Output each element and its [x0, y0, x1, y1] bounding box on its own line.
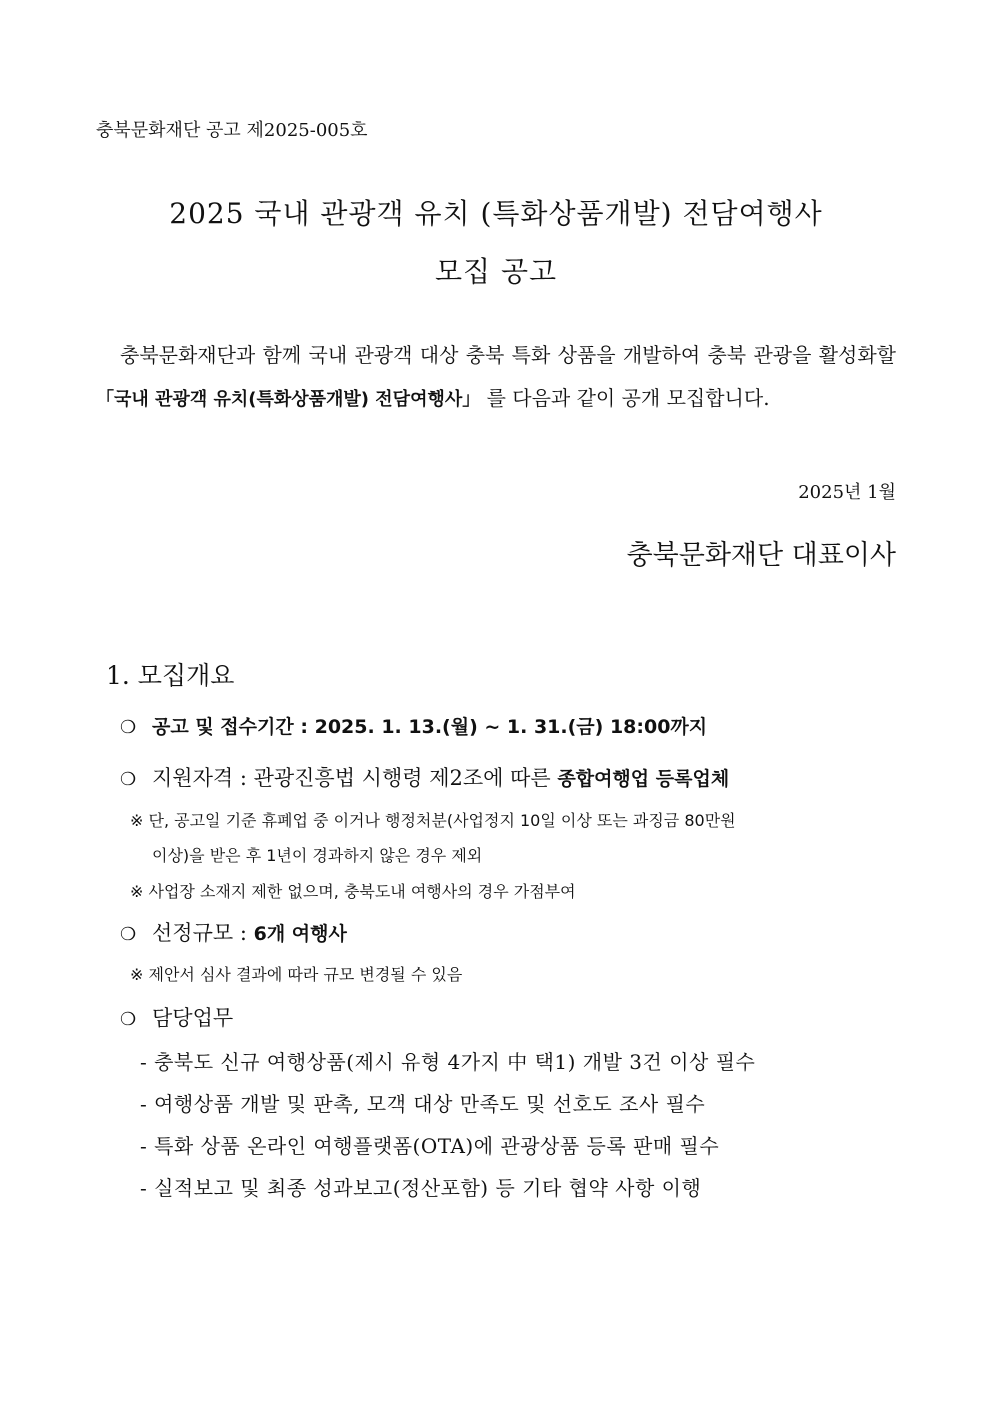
duties-label: 담당업무	[152, 1006, 234, 1030]
bullet-scale	[120, 917, 347, 947]
bullet-duties	[120, 1002, 233, 1032]
bullet-circle-icon: ❍	[120, 717, 137, 738]
note-exclusion-line1: ※ 단, 공고일 기준 휴폐업 중 이거나 행정처분(사업정지 10일 이상 또는 과징금 80만원	[130, 811, 736, 830]
document-title-line1: 2025 국내 관광객 유치 (특화상품개발) 전담여행사	[169, 197, 823, 230]
notice-number: 충북문화재단 공고 제2025-005호	[96, 120, 368, 141]
duty-item: - 여행상품 개발 및 판촉, 모객 대상 만족도 및 선호도 조사 필수	[140, 1092, 706, 1116]
bullet-period	[120, 712, 707, 739]
bullet-qualification	[120, 762, 729, 792]
intro-highlight: 「국내 관광객 유치(특화상품개발) 전담여행사」	[96, 389, 481, 410]
duty-item: - 특화 상품 온라인 여행플랫폼(OTA)에 관광상품 등록 판매 필수	[140, 1134, 720, 1158]
qualification-label: 지원자격 : 관광진흥법 시행령 제2조에 따른	[152, 766, 551, 790]
period-value: 2025. 1. 13.(월) ~ 1. 31.(금) 18:00까지	[314, 716, 708, 738]
period-label: 공고 및 접수기간 :	[152, 716, 308, 738]
notice-date: 2025년 1월	[798, 482, 896, 503]
duty-item: - 충북도 신규 여행상품(제시 유형 4가지 中 택1) 개발 3건 이상 필수	[140, 1050, 756, 1074]
scale-label: 선정규모 :	[152, 921, 247, 945]
note-scale: ※ 제안서 심사 결과에 따라 규모 변경될 수 있음	[130, 965, 463, 984]
intro-text-a: 충북문화재단과 함께 국내 관광객 대상 충북 특화 상품을 개발하여 충북 관광을 활성화할	[120, 343, 896, 367]
intro-paragraph	[96, 334, 896, 421]
qualification-value: 종합여행업 등록업체	[557, 768, 730, 790]
bullet-circle-icon: ❍	[120, 924, 137, 945]
bullet-circle-icon: ❍	[120, 1009, 137, 1030]
note-location: ※ 사업장 소재지 제한 없으며, 충북도내 여행사의 경우 가점부여	[130, 882, 576, 901]
duty-item: - 실적보고 및 최종 성과보고(정산포함) 등 기타 협약 사항 이행	[140, 1176, 702, 1200]
organization-signature: 충북문화재단 대표이사	[626, 540, 896, 571]
note-exclusion-line2: 이상)을 받은 후 1년이 경과하지 않은 경우 제외	[152, 846, 483, 865]
section-heading: 1. 모집개요	[106, 661, 235, 690]
intro-text-b: 를 다음과 같이 공개 모집합니다.	[486, 386, 770, 410]
scale-value: 6개 여행사	[253, 923, 347, 945]
bullet-circle-icon: ❍	[120, 769, 137, 790]
document-title-line2: 모집 공고	[434, 255, 558, 288]
